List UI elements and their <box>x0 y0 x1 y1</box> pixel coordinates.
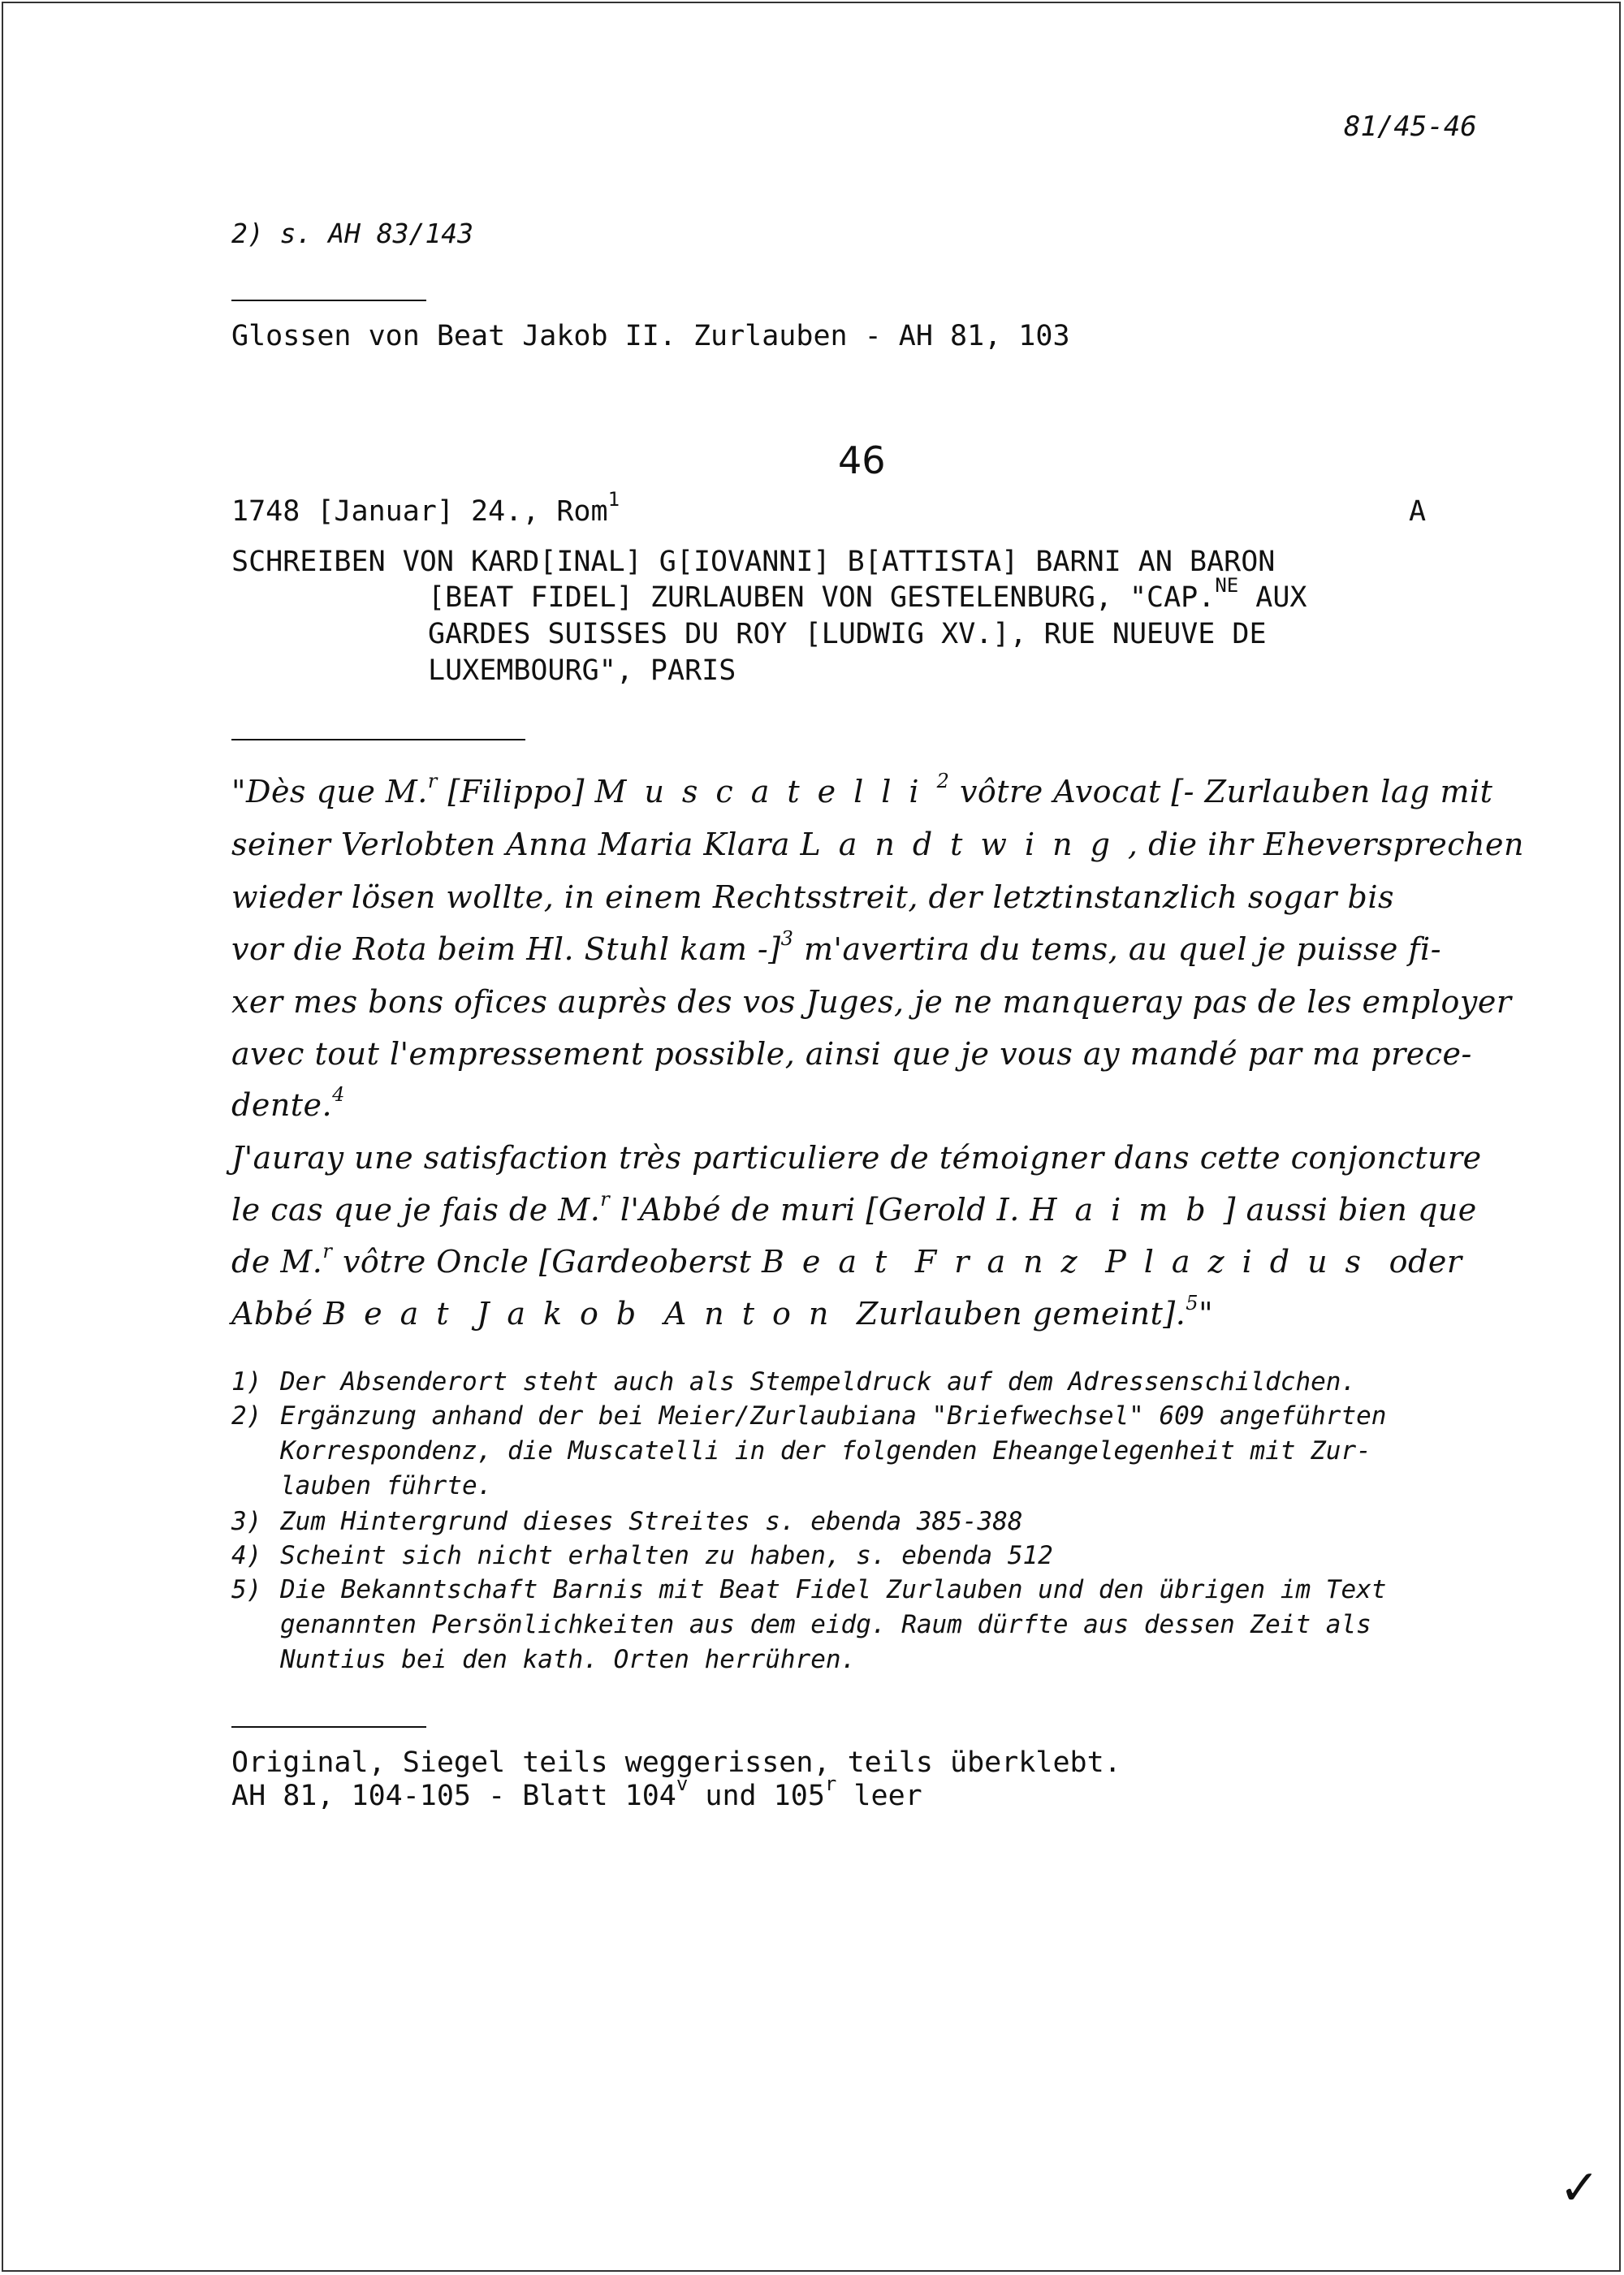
footnote-line: 5) Die Bekanntschaft Barnis mit Beat Fidel Zurlauben und den übrigen im Text <box>231 1575 1387 1604</box>
closing-line-1: Original, Siegel teils weggerissen, teils überklebt. <box>231 1746 1121 1779</box>
footnote-line: 1) Der Absenderort steht auch als Stempeldruck auf dem Adressenschildchen. <box>231 1367 1357 1397</box>
body-line-3: wieder lösen wollte, in einem Rechtsstreit, der letztinstanzlich sogar bis <box>231 879 1395 915</box>
footnote-line: 4) Scheint sich nicht erhalten zu haben, s. ebenda 512 <box>231 1541 1053 1570</box>
body-line-5: xer mes bons ofices auprès des vos Juges, je ne manqueray pas de les employer <box>231 984 1512 1020</box>
page-reference: 81/45-46 <box>1344 110 1477 143</box>
footnote-line: 3) Zum Hintergrund dieses Streites s. ebenda 385-388 <box>231 1507 1023 1536</box>
body-line-8: J'auray une satisfaction très particuliere de témoigner dans cette conjoncture <box>231 1140 1482 1176</box>
separator-rule <box>231 1726 426 1728</box>
top-footnote: 2) s. AH 83/143 <box>231 218 474 249</box>
date-line <box>231 488 620 528</box>
heading-line-4: LUXEMBOURG", PARIS <box>428 654 736 687</box>
separator-rule <box>231 300 426 301</box>
body-line-2: seiner Verlobten Anna Maria Klara Landtwing, die ihr Eheversprechen <box>231 827 1525 862</box>
heading-line-2-b: AUX <box>1238 581 1307 614</box>
check-mark-icon: ✓ <box>1559 2160 1600 2217</box>
footnote-line: 2) Ergänzung anhand der bei Meier/Zurlaubiana "Briefwechsel" 609 angeführten <box>231 1401 1387 1431</box>
body-line-1: "Dès que M.$^r$ [Filippo] Muscatelli$^2$ vôtre Avocat [- Zurlauben lag mit <box>231 770 1493 809</box>
heading-line-2 <box>428 574 1307 614</box>
body-line-10: de M.$^r$ vôtre Oncle [Gardeoberst Beat Franz Plazidus oder <box>231 1240 1462 1280</box>
heading-line-3: GARDES SUISSES DU ROY [LUDWIG XV.], RUE NUEUVE DE <box>428 618 1267 650</box>
footnote-line: lauben führte. <box>280 1471 493 1500</box>
heading-sup-ne: NE <box>1215 574 1239 597</box>
gloss-line: Glossen von Beat Jakob II. Zurlauben - AH 81, 103 <box>231 320 1070 352</box>
footnote-line: Korrespondenz, die Muscatelli in der folgenden Eheangelegenheit mit Zur- <box>280 1436 1371 1466</box>
heading-line-1: SCHREIBEN VON KARD[INAL] G[IOVANNI] B[ATTISTA] BARNI AN BARON <box>231 546 1276 578</box>
separator-rule <box>231 739 525 740</box>
document-number: 46 <box>838 438 886 482</box>
date-footnote-marker: 1 <box>607 488 620 511</box>
body-line-4: vor die Rota beim Hl. Stuhl kam -]$^3$ m'avertira du tems, au quel je puisse fi- <box>231 927 1442 967</box>
body-line-7: dente.$^4$ <box>231 1083 345 1123</box>
footnote-line: genannten Persönlichkeiten aus dem eidg. Raum dürfte aus dessen Zeit als <box>280 1610 1371 1639</box>
closing-line-2: AH 81, 104-105 - Blatt 104$^v$ und 105$^r$ leer <box>231 1772 922 1812</box>
body-line-6: avec tout l'empressement possible, ainsi que je vous ay mandé par ma prece- <box>231 1036 1472 1072</box>
marker-a: A <box>1409 495 1427 528</box>
date-text: 1748 [Januar] 24., Rom <box>231 495 608 528</box>
heading-line-2-a: [BEAT FIDEL] ZURLAUBEN VON GESTELENBURG, "CAP. <box>428 581 1216 614</box>
body-line-11: Abbé Beat Jakob Anton Zurlauben gemeint].$^5$" <box>231 1292 1214 1332</box>
footnote-line: Nuntius bei den kath. Orten herrühren. <box>280 1645 857 1674</box>
body-line-9: le cas que je fais de M.$^r$ l'Abbé de muri [Gerold I. Haimb] aussi bien que <box>231 1188 1477 1228</box>
